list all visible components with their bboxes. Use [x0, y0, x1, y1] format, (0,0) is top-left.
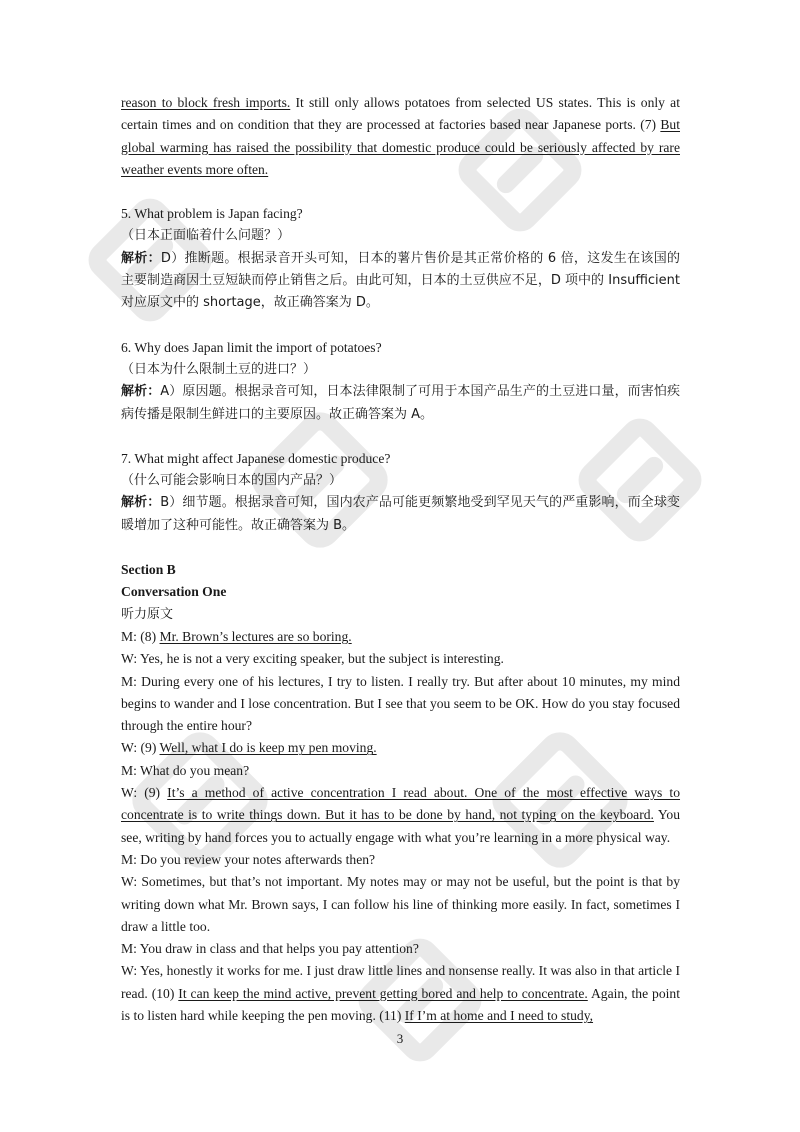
conversation-title: Conversation One: [121, 584, 227, 600]
transcript-label: 听力原文: [121, 606, 174, 622]
question-7-translation: （什么可能会影响日本的国内产品？）: [121, 473, 343, 489]
question-5: 5. What problem is Japan facing?: [121, 206, 303, 222]
passage-tail: reason to block fresh imports. It still only allows potatoes from selected US states. This is only at certain times and on condition that they are processed at factories based near Japanese ports. (7) But global warming has raised the possibility that domestic produce could be seriously affected by rare weather events more often.: [121, 95, 680, 177]
section-title: Section B: [121, 562, 176, 578]
dialogue-line: W: (9) Well, what I do is keep my pen moving.: [121, 740, 377, 756]
dialogue-line: M: Do you review your notes afterwards then?: [121, 851, 376, 867]
dialogue-line: M: What do you mean?: [121, 762, 250, 778]
dialogue-line: W: Sometimes, but that’s not important. My notes may or may not be useful, but the point is that by writing down what Mr. Brown says, I can follow his line of thinking more easily. In fact, sometimes I draw a little too.: [121, 874, 680, 934]
question-7-analysis: 解析：B）细节题。根据录音可知，国内农产品可能更频繁地受到罕见天气的严重影响，而全球变暖增加了这种可能性。故正确答案为 B。: [121, 495, 680, 533]
question-6: 6. Why does Japan limit the import of potatoes?: [121, 339, 382, 355]
dialogue-line: W: (9) It’s a method of active concentration I read about. One of the most effective ways to concentrate is to write things down. But it has to be done by hand, not typing on the keyboard. You see, writing by hand forces you to actually engage with what you’re learning in a more physical way.: [121, 785, 681, 845]
dialogue-line: W: Yes, he is not a very exciting speaker, but the subject is interesting.: [121, 651, 504, 667]
page-number: 3: [396, 1031, 404, 1046]
question-5-analysis: 解析：D）推断题。根据录音开头可知，日本的薯片售价是其正常价格的 6 倍，这发生在该国的主要制造商因土豆短缺而停止销售之后。由此可知，日本的土豆供应不足，D 项中的 Insufficient 对应原文中的 shortage，故正确答案为 D。: [121, 250, 680, 311]
question-5-translation: （日本正面临着什么问题？）: [121, 228, 291, 244]
underlined-sentence: reason to block fresh imports.: [121, 95, 291, 110]
question-6-translation: （日本为什么限制土豆的进口？）: [121, 361, 317, 377]
analysis-label: 解析：: [121, 495, 161, 511]
dialogue-line: M: (8) Mr. Brown’s lectures are so boring.: [121, 628, 352, 644]
dialogue-line: W: Yes, honestly it works for me. I just draw little lines and nonsense really. It was also in that article I read. (10) It can keep the mind active, prevent getting bored and help to concentrate. Again, the point is to listen hard while keeping the pen moving. (11) If I’m at home and I need to study,: [121, 963, 680, 1023]
question-6-analysis: 解析：A）原因题。根据录音可知，日本法律限制了可用于本国产品生产的土豆进口量，而害怕疾病传播是限制生鲜进口的主要原因。故正确答案为 A。: [121, 384, 680, 422]
underlined-sentence: But global warming has raised the possibility that domestic produce could be seriously affected by rare weather events more often.: [121, 117, 680, 177]
analysis-label: 解析：: [121, 384, 161, 400]
dialogue-line: M: During every one of his lectures, I try to listen. I really try. But after about 10 minutes, my mind begins to wander and I lose concentration. But I see that you seem to be OK. How do you stay focused through the entire hour?: [121, 673, 680, 734]
analysis-label: 解析：: [121, 250, 161, 266]
document-body: [121, 92, 680, 1027]
dialogue-line: M: You draw in class and that helps you pay attention?: [121, 941, 419, 957]
question-7: 7. What might affect Japanese domestic produce?: [121, 450, 391, 466]
